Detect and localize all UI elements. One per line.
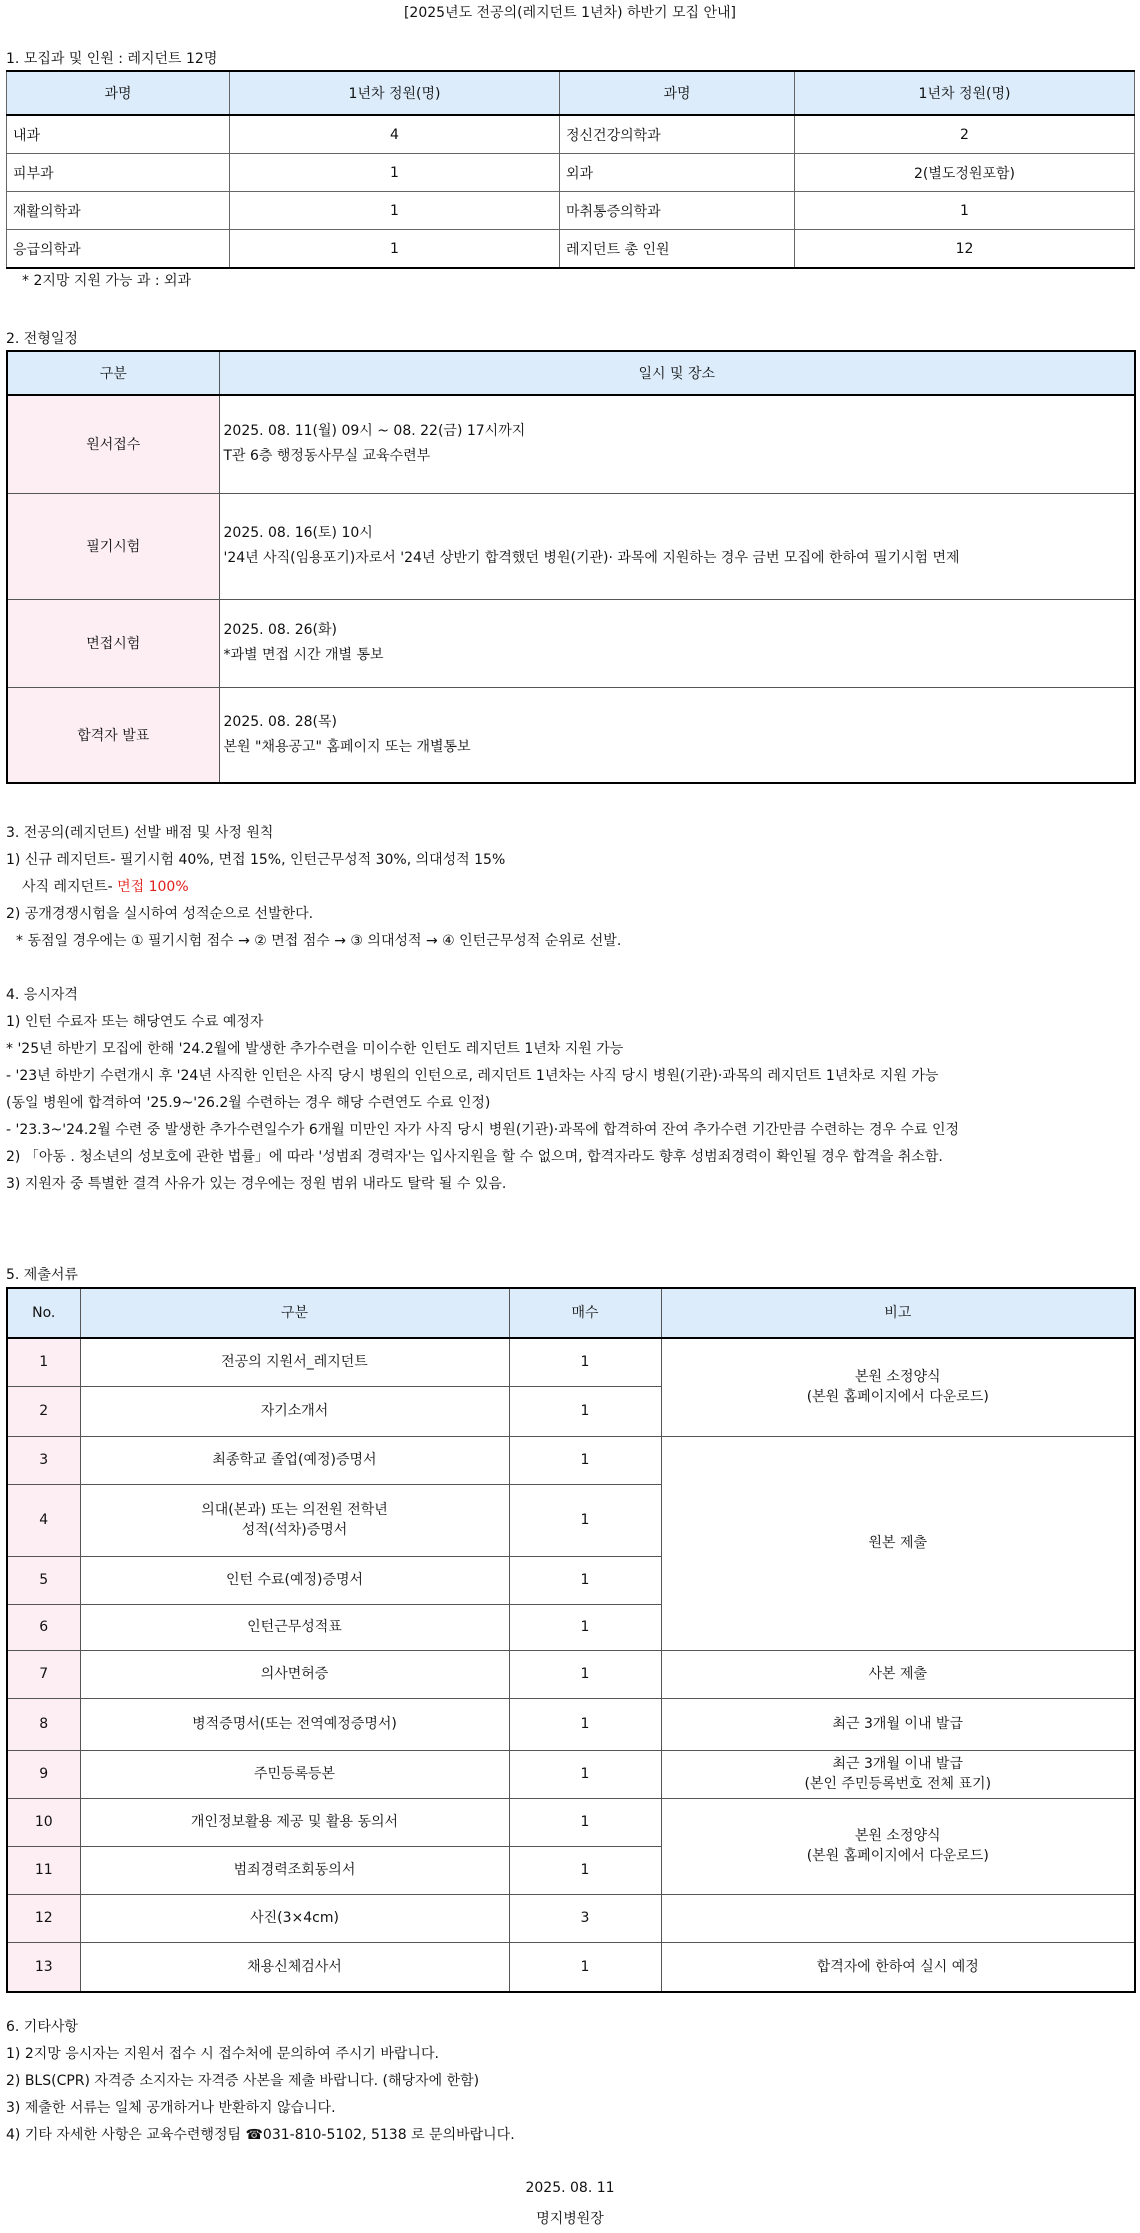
schedule-row xyxy=(7,687,1135,783)
table-row xyxy=(7,154,1135,192)
eligibility-line: 3) 지원자 중 특별한 결격 사유가 있는 경우에는 정원 범위 내라도 탈락 될 수 있음. xyxy=(6,1176,507,1192)
schedule-date: 2025. 08. 16(토) 10시 xyxy=(223,525,373,541)
doc-name: 최종학교 졸업(예정)증명서 xyxy=(80,1436,509,1484)
doc-name: 인턴근무성적표 xyxy=(80,1604,509,1650)
doc-no: 3 xyxy=(7,1436,80,1484)
doc-count: 1 xyxy=(509,1750,661,1798)
dept-quota: 12 xyxy=(795,230,1135,269)
signer: 명지병원장 xyxy=(536,2211,604,2227)
doc-name: 의사면허증 xyxy=(80,1650,509,1698)
schedule-detail: T관 6층 행정동사무실 교육수련부 xyxy=(223,448,431,465)
section-3-heading: 3. 전공의(레지던트) 선발 배점 및 사정 원칙 xyxy=(6,825,274,841)
dept-name: 응급의학과 xyxy=(7,230,230,269)
notice-date: 2025. 08. 11 xyxy=(525,2180,615,2196)
doc-no: 10 xyxy=(7,1798,80,1846)
dept-name: 내과 xyxy=(7,115,230,154)
doc-no: 11 xyxy=(7,1846,80,1894)
misc-line: 2) BLS(CPR) 자격증 소지자는 자격증 사본을 제출 바랍니다. (해당자에 한함) xyxy=(6,2073,480,2089)
doc-name: 범죄경력조회동의서 xyxy=(80,1846,509,1894)
doc-remark: 원본 제출 xyxy=(661,1436,1135,1650)
doc-no: 7 xyxy=(7,1650,80,1698)
documents-table xyxy=(6,1287,1136,1993)
table-row xyxy=(7,115,1135,154)
doc-no: 13 xyxy=(7,1942,80,1992)
schedule-label: 합격자 발표 xyxy=(7,687,219,783)
schedule-date: 2025. 08. 11(월) 09시 ~ 08. 22(금) 17시까지 xyxy=(223,423,526,440)
table-row xyxy=(7,1942,1135,1992)
table-row xyxy=(7,1750,1135,1798)
doc-name: 주민등록등본 xyxy=(80,1750,509,1798)
schedule-label: 원서접수 xyxy=(7,395,219,493)
table-row xyxy=(7,192,1135,230)
doc-name: 병적증명서(또는 전역예정증명서) xyxy=(80,1698,509,1750)
col-header: 1년차 정원(명) xyxy=(230,71,560,115)
doc-no: 1 xyxy=(7,1338,80,1386)
doc-remark: 합격자에 한하여 실시 예정 xyxy=(661,1942,1135,1992)
section-5-heading: 5. 제출서류 xyxy=(6,1267,78,1283)
col-header: No. xyxy=(7,1288,80,1338)
doc-no: 6 xyxy=(7,1604,80,1650)
doc-count: 1 xyxy=(509,1386,661,1436)
schedule-row xyxy=(7,599,1135,687)
doc-count: 1 xyxy=(509,1698,661,1750)
schedule-date: 2025. 08. 26(화) xyxy=(223,622,338,638)
table-row xyxy=(7,1436,1135,1484)
col-header: 과명 xyxy=(560,71,795,115)
doc-remark: 본원 소정양식 (본원 홈페이지에서 다운로드) xyxy=(661,1798,1135,1894)
dept-name: 정신건강의학과 xyxy=(560,115,795,154)
doc-count: 1 xyxy=(509,1604,661,1650)
doc-count: 1 xyxy=(509,1436,661,1484)
criteria-resigned-value: 면접 100% xyxy=(117,879,189,895)
col-header: 일시 및 장소 xyxy=(219,351,1135,395)
doc-no: 9 xyxy=(7,1750,80,1798)
schedule-detail: 본원 "채용공고" 홈페이지 또는 개별통보 xyxy=(223,738,471,755)
eligibility-line: 1) 인턴 수료자 또는 해당연도 수료 예정자 xyxy=(6,1014,264,1030)
doc-name: 사진(3×4cm) xyxy=(80,1894,509,1942)
schedule-detail: *과별 면접 시간 개별 통보 xyxy=(223,647,384,663)
eligibility-line: - '23.3~'24.2월 수련 중 발생한 추가수련일수가 6개월 미만인 자가 사직 당시 병원(기관)·과목에 합격하여 잔여 추가수련 기간만큼 수련하는 경우 수료 인정 xyxy=(6,1122,959,1138)
eligibility-line: * '25년 하반기 모집에 한해 '24.2월에 발생한 추가수련을 미이수한 인턴도 레지던트 1년차 지원 가능 xyxy=(6,1041,624,1057)
doc-remark: 최근 3개월 이내 발급 xyxy=(661,1698,1135,1750)
table-row xyxy=(7,1798,1135,1846)
doc-count: 1 xyxy=(509,1798,661,1846)
doc-count: 1 xyxy=(509,1338,661,1386)
section-4-heading: 4. 응시자격 xyxy=(6,987,78,1003)
doc-count: 1 xyxy=(509,1942,661,1992)
dept-quota: 1 xyxy=(230,230,560,269)
doc-remark xyxy=(661,1894,1135,1942)
doc-name: 인턴 수료(예정)증명서 xyxy=(80,1556,509,1604)
schedule-date: 2025. 08. 28(목) xyxy=(223,713,338,730)
col-header: 매수 xyxy=(509,1288,661,1338)
dept-quota: 2 xyxy=(795,115,1135,154)
criteria-resigned-label: 사직 레지던트- xyxy=(22,879,118,895)
doc-no: 2 xyxy=(7,1386,80,1436)
eligibility-line: 2) 「아동 . 청소년의 성보호에 관한 법률」에 따라 '성범죄 경력자'는 입사지원을 할 수 없으며, 합격자라도 향후 성범죄경력이 확인될 경우 합격을 취소함. xyxy=(6,1149,943,1165)
dept-name: 외과 xyxy=(560,154,795,192)
col-header: 1년차 정원(명) xyxy=(795,71,1135,115)
doc-name: 채용신체검사서 xyxy=(80,1942,509,1992)
doc-remark: 본원 소정양식 (본원 홈페이지에서 다운로드) xyxy=(661,1338,1135,1436)
eligibility-line: (동일 병원에 합격하여 '25.9~'26.2월 수련하는 경우 해당 수련연도 수료 인정) xyxy=(6,1095,491,1111)
criteria-rule: 2) 공개경쟁시험을 실시하여 성적순으로 선발한다. xyxy=(6,906,314,922)
dept-name: 마취통증의학과 xyxy=(560,192,795,230)
col-header: 구분 xyxy=(7,351,219,395)
criteria-resigned xyxy=(22,876,189,896)
col-header: 과명 xyxy=(7,71,230,115)
doc-no: 12 xyxy=(7,1894,80,1942)
dept-name: 재활의학과 xyxy=(7,192,230,230)
doc-name: 전공의 지원서_레지던트 xyxy=(80,1338,509,1386)
table-row xyxy=(7,1894,1135,1942)
doc-count: 1 xyxy=(509,1484,661,1556)
eligibility-line: - '23년 하반기 수련개시 후 '24년 사직한 인턴은 사직 당시 병원의 인턴으로, 레지던트 1년차는 사직 당시 병원(기관)·과목의 레지던트 1년차로 지원 가능 xyxy=(6,1068,939,1084)
schedule-table xyxy=(6,350,1136,784)
doc-no: 4 xyxy=(7,1484,80,1556)
doc-no: 8 xyxy=(7,1698,80,1750)
schedule-detail: '24년 사직(임용포기)자로서 '24년 상반기 합격했던 병원(기관)· 과목에 지원하는 경우 금번 모집에 한하여 필기시험 면제 xyxy=(223,550,960,566)
doc-name: 자기소개서 xyxy=(80,1386,509,1436)
schedule-label: 면접시험 xyxy=(7,599,219,687)
table-row xyxy=(7,1650,1135,1698)
section-6-heading: 6. 기타사항 xyxy=(6,2019,78,2035)
dept-quota: 4 xyxy=(230,115,560,154)
schedule-row xyxy=(7,395,1135,493)
section-2-heading: 2. 전형일정 xyxy=(6,331,78,347)
dept-quota: 1 xyxy=(795,192,1135,230)
dept-quota: 2(별도정원포함) xyxy=(795,154,1135,192)
dept-name: 레지던트 총 인원 xyxy=(560,230,795,269)
second-choice-note: * 2지망 지원 가능 과 : 외과 xyxy=(22,273,192,289)
schedule-row xyxy=(7,493,1135,599)
criteria-new: 1) 신규 레지던트- 필기시험 40%, 면접 15%, 인턴근무성적 30%, 의대성적 15% xyxy=(6,852,506,868)
table-row xyxy=(7,230,1135,269)
doc-count: 1 xyxy=(509,1556,661,1604)
tiebreak-note: * 동점일 경우에는 ① 필기시험 점수 → ② 면접 점수 → ③ 의대성적 → ④ 인턴근무성적 순위로 선발. xyxy=(16,933,622,949)
doc-name: 개인정보활용 제공 및 활용 동의서 xyxy=(80,1798,509,1846)
doc-count: 3 xyxy=(509,1894,661,1942)
doc-remark: 최근 3개월 이내 발급 (본인 주민등록번호 전체 표기) xyxy=(661,1750,1135,1798)
page-title: [2025년도 전공의(레지던트 1년차) 하반기 모집 안내] xyxy=(403,5,737,21)
doc-no: 5 xyxy=(7,1556,80,1604)
doc-count: 1 xyxy=(509,1650,661,1698)
doc-count: 1 xyxy=(509,1846,661,1894)
table-row xyxy=(7,1338,1135,1386)
section-1-heading: 1. 모집과 및 인원 : 레지던트 12명 xyxy=(6,51,218,67)
dept-quota: 1 xyxy=(230,192,560,230)
col-header: 비고 xyxy=(661,1288,1135,1338)
doc-name: 의대(본과) 또는 의전원 전학년 성적(석차)증명서 xyxy=(80,1484,509,1556)
quota-table xyxy=(6,70,1135,269)
schedule-label: 필기시험 xyxy=(7,493,219,599)
dept-quota: 1 xyxy=(230,154,560,192)
misc-line: 3) 제출한 서류는 일체 공개하거나 반환하지 않습니다. xyxy=(6,2100,336,2116)
table-row xyxy=(7,1698,1135,1750)
misc-line: 4) 기타 자세한 사항은 교육수련행정팀 ☎031-810-5102, 5138 로 문의바랍니다. xyxy=(6,2127,515,2143)
dept-name: 피부과 xyxy=(7,154,230,192)
col-header: 구분 xyxy=(80,1288,509,1338)
doc-remark: 사본 제출 xyxy=(661,1650,1135,1698)
misc-line: 1) 2지망 응시자는 지원서 접수 시 접수처에 문의하여 주시기 바랍니다. xyxy=(6,2046,439,2062)
